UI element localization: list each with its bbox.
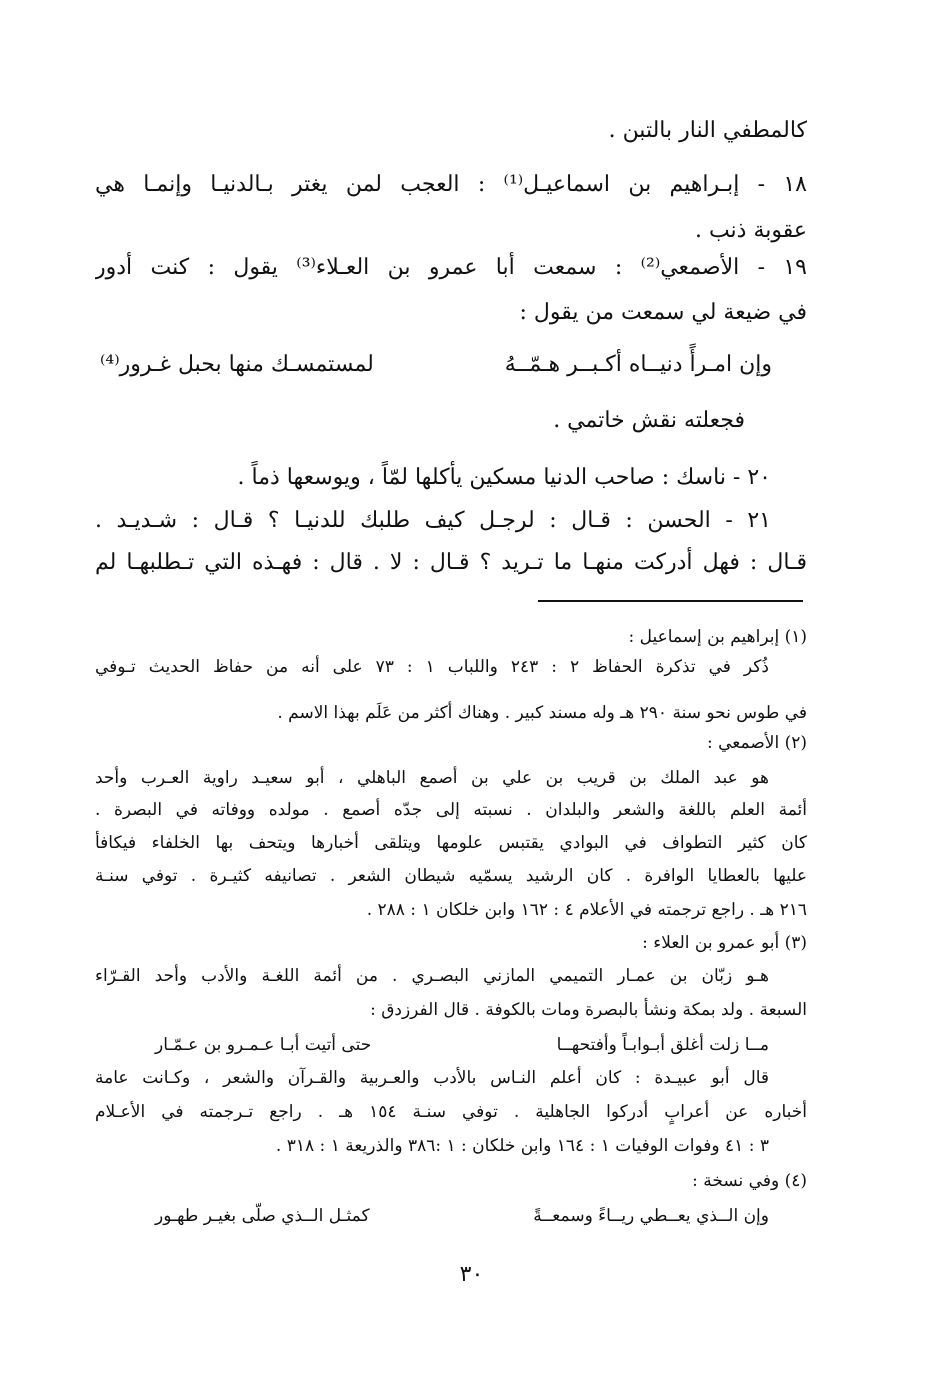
line-ring-engraving: فجعلته نقش خاتمي . xyxy=(553,408,745,433)
line-fire-straw: كالمطفي النار بالتبن . xyxy=(608,118,807,143)
footnote-2-line-5: ٢١٦ هـ . راجع ترجمته في الأعلام ٤ : ١٦٢ وابن خلكان ١ : ٢٨٨ . xyxy=(366,900,807,920)
footnote-4-heading: (٤) وفي نسخة : xyxy=(692,1171,807,1191)
footnote-2-heading: (٢) الأصمعي : xyxy=(706,733,807,753)
verse-1-first-hemistich: وإن امـرأً دنيــاه أكـبــر هـمّــهُ xyxy=(504,352,772,377)
footnote-4-verse-second-hemistich: كمثـل الــذي صلّى بغيـر طهـور xyxy=(155,1206,370,1226)
footnotes xyxy=(95,0,807,1260)
footnote-3-verse-second-hemistich: حتى أتيت أبـا عـمـرو بن عـمّـار xyxy=(155,1035,372,1055)
footnote-3-heading: (٣) أبو عمرو بن العلاء : xyxy=(642,933,807,953)
footnote-3-line-3: قال أبو عبيـدة : كان أعلم النـاس بالأدب والعـربية والقـرآن والشعر ، وكـانت عامة xyxy=(95,1068,769,1088)
footnote-1-heading: (١) إبراهيم بن إسماعيل : xyxy=(628,627,807,647)
footnote-3-line-5: ٣ : ٤١ وفوات الوفيات ١ : ١٦٤ وابن خلكان : ١ :٣٨٦ والذريعة ١ : ٣١٨ . xyxy=(275,1136,769,1156)
verse-1-second-hemistich: لمستمسـك منها بحبل غـرور⁽⁴⁾ xyxy=(100,352,374,377)
item-18-line-2: عقوبة ذنب . xyxy=(694,218,807,243)
footnote-2-line-1: هو عبد الملك بن قريب بن علي بن أصمع الباهلي ، أبو سعيـد راوية العـرب وأحد xyxy=(95,768,769,788)
item-20: ٢٠ - ناسك : صاحب الدنيا مسكين يأكلها لمّاً ، ويوسعها ذماً . xyxy=(237,465,771,490)
footnote-3-verse-first-hemistich: مــا زلت أغلق أبـوابـاً وأفتحهــا xyxy=(556,1035,769,1055)
page-number: ٣٠ xyxy=(459,1262,484,1287)
footnote-3-line-4: أخباره عن أعرابٍ أدركوا الجاهلية . توفي سنـة ١٥٤ هـ . راجع تـرجمته في الأعـلام xyxy=(95,1102,807,1122)
footnote-3-line-2: السبعة . ولد بمكة ونشأ بالبصرة ومات بالكوفة . قال الفرزدق : xyxy=(370,1000,807,1020)
item-21-line-1: ٢١ - الحسن : قـال : لرجـل كيف طلبك للدنيـا ؟ قـال : شـديـد . xyxy=(95,508,771,533)
footnote-2-line-2: أئمة العلم باللغة والشعر والبلدان . نسبته إلى جدّه أصمع . مولده ووفاته في البصرة . xyxy=(95,800,807,820)
footnote-1-line-1: ذُكر في تذكرة الحفاظ ٢ : ٢٤٣ واللباب ١ : ٧٣ على أنه من حفاظ الحديث تـوفي xyxy=(95,657,769,677)
footnote-2-line-4: عليها بالعطايا الوافرة . كان الرشيد يسمّيه شيطان الشعر . تصانيفه كثيـرة . توفي سنـة xyxy=(95,866,807,886)
footnote-2-line-3: كان كثير التطواف في البوادي يقتبس علومها ويتلقى أخبارها ويتحف بها الخلفاء فيكافأ xyxy=(95,833,807,853)
item-18-line-1: ١٨ - إبـراهيم بن اسماعيـل⁽¹⁾ : العجب لمن يغتر بـالدنيـا وإنمـا هي xyxy=(95,172,807,197)
item-19-line-2: في ضيعة لي سمعت من يقول : xyxy=(519,300,807,325)
footnote-4-verse-first-hemistich: وإن الــذي يعــطي ريــاءً وسمعــةً xyxy=(533,1206,769,1226)
item-19-line-1: ١٩ - الأصمعي⁽²⁾ : سمعت أبا عمرو بن العـلاء⁽³⁾ يقول : كنت أدور xyxy=(95,255,807,280)
footnote-3-line-1: هـو زبّان بن عمـار التميمي المازني البصـري . من أئمة اللغـة والأدب وأحد القـرّاء xyxy=(95,966,769,986)
footnote-1-line-2: في طوس نحو سنة ٢٩٠ هـ وله مسند كبير . وهناك أكثر من عَلَم بهذا الاسم . xyxy=(277,703,807,723)
item-21-line-2: قـال : فهل أدركت منهـا ما تـريد ؟ قـال : لا . قال : فهـذه التي تـطلبهـا لم xyxy=(95,550,807,575)
